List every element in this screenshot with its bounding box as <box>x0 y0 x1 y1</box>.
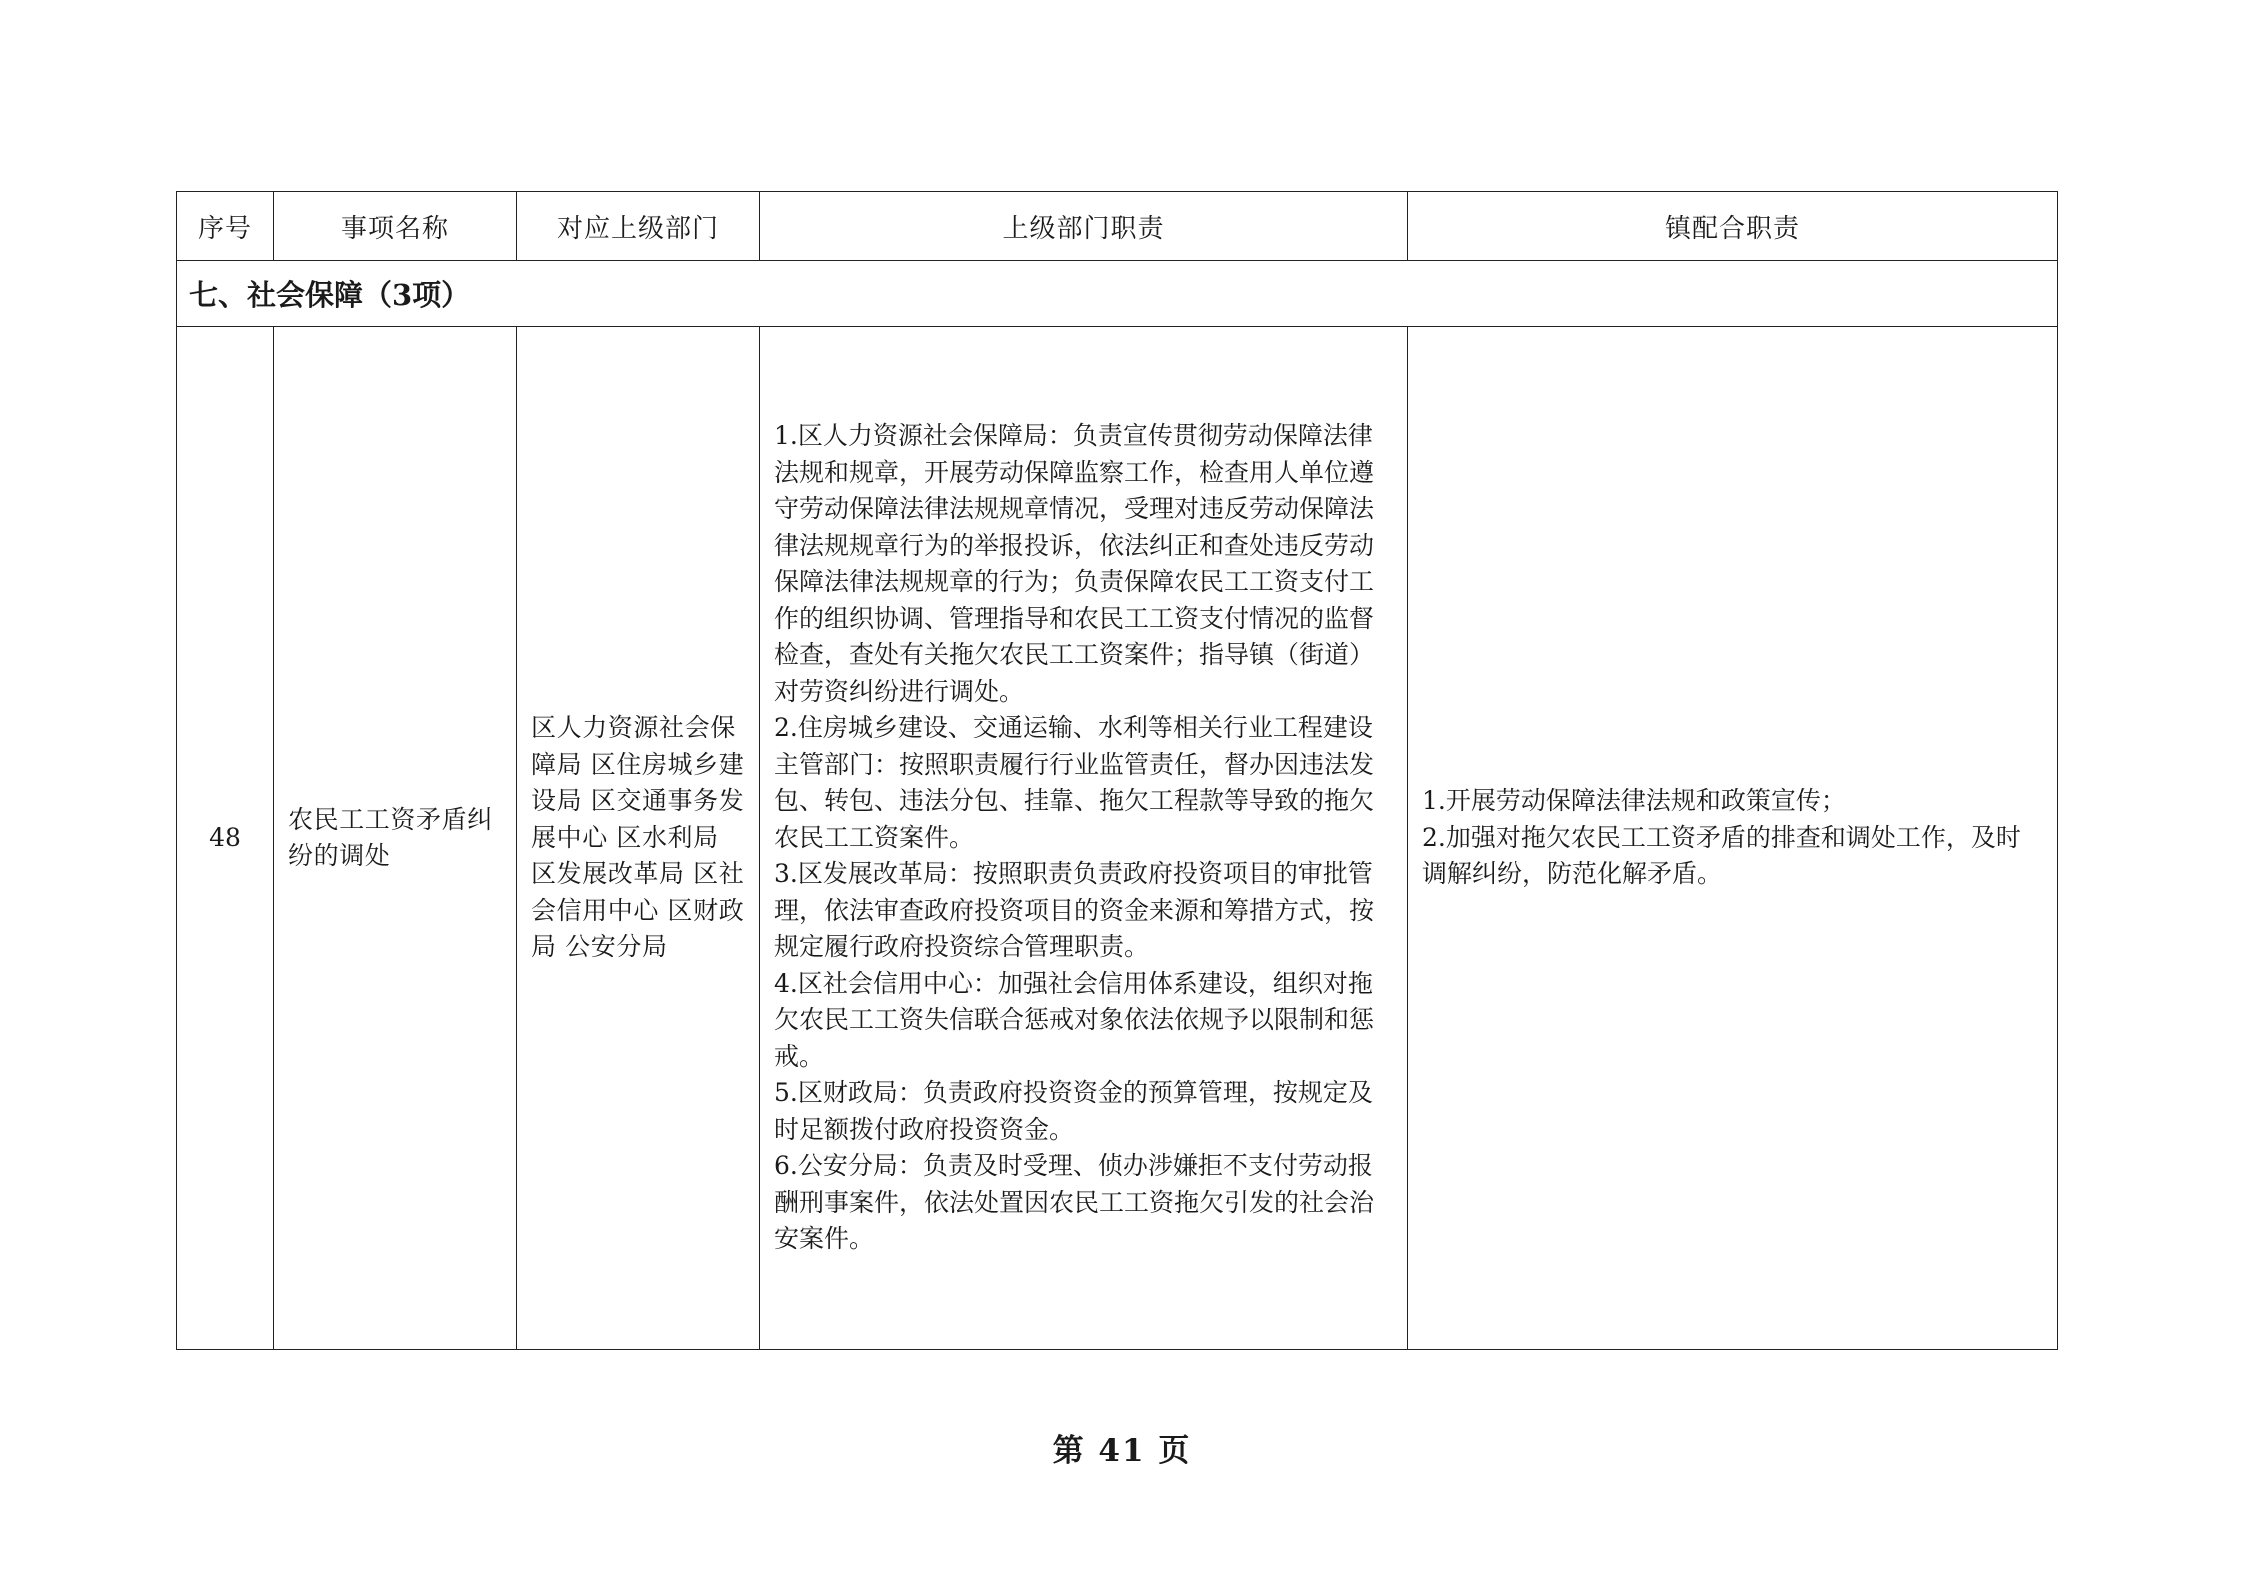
row-superior-duties <box>760 327 1408 1350</box>
row-item-name: 农民工工资矛盾纠纷的调处 <box>274 327 517 1350</box>
page-number: 第 41 页 <box>1052 1433 1192 1469</box>
superior-duty-item: 1.区人力资源社会保障局：负责宣传贯彻劳动保障法律法规和规章，开展劳动保障监察工作，检查用人单位遵守劳动保障法律法规规章情况，受理对违反劳动保障法律法规规章行为的举报投诉，依法纠正和查处违反劳动保障法律法规规章的行为；负责保障农民工工资支付工作的组织协调、管理指导和农民工工资支付情况的监督检查，查处有关拖欠农民工工资案件；指导镇（街道）对劳资纠纷进行调处。 <box>774 421 1375 706</box>
header-seq: 序号 <box>177 192 274 261</box>
town-duty-item: 1.开展劳动保障法律法规和政策宣传； <box>1422 786 1846 816</box>
superior-duty-item: 5.区财政局：负责政府投资资金的预算管理，按规定及时足额拨付政府投资资金。 <box>774 1078 1373 1144</box>
header-town-duty: 镇配合职责 <box>1408 192 2058 261</box>
header-superior-duty: 上级部门职责 <box>760 192 1408 261</box>
superior-duty-item: 2.住房城乡建设、交通运输、水利等相关行业工程建设主管部门：按照职责履行行业监管责任，督办因违法发包、转包、违法分包、挂靠、拖欠工程款等导致的拖欠农民工工资案件。 <box>774 713 1375 852</box>
section-row <box>177 261 2058 327</box>
town-duty-item: 2.加强对拖欠农民工工资矛盾的排查和调处工作，及时调解纠纷，防范化解矛盾。 <box>1422 822 2021 889</box>
row-seq: 48 <box>177 327 274 1350</box>
table-header-row <box>177 192 2058 261</box>
header-item-name: 事项名称 <box>274 192 517 261</box>
section-title: 七、社会保障（3项） <box>177 261 2058 327</box>
superior-duty-item: 4.区社会信用中心：加强社会信用体系建设，组织对拖欠农民工工资失信联合惩戒对象依法依规予以限制和惩戒。 <box>774 968 1375 1071</box>
row-superior-dept: 区人力资源社会保障局 区住房城乡建设局 区交通事务发展中心 区水利局 区发展改革局 区社会信用中心 区财政局 公安分局 <box>517 327 760 1350</box>
superior-duty-item: 3.区发展改革局：按照职责负责政府投资项目的审批管理，依法审查政府投资项目的资金来源和筹措方式，按规定履行政府投资综合管理职责。 <box>774 859 1375 962</box>
header-superior-dept: 对应上级部门 <box>517 192 760 261</box>
table-row <box>177 327 2058 1350</box>
row-town-duties <box>1408 327 2058 1350</box>
superior-duty-item: 6.公安分局：负责及时受理、侦办涉嫌拒不支付劳动报酬刑事案件，依法处置因农民工工资拖欠引发的社会治安案件。 <box>774 1151 1375 1254</box>
duty-table <box>176 191 2058 1350</box>
